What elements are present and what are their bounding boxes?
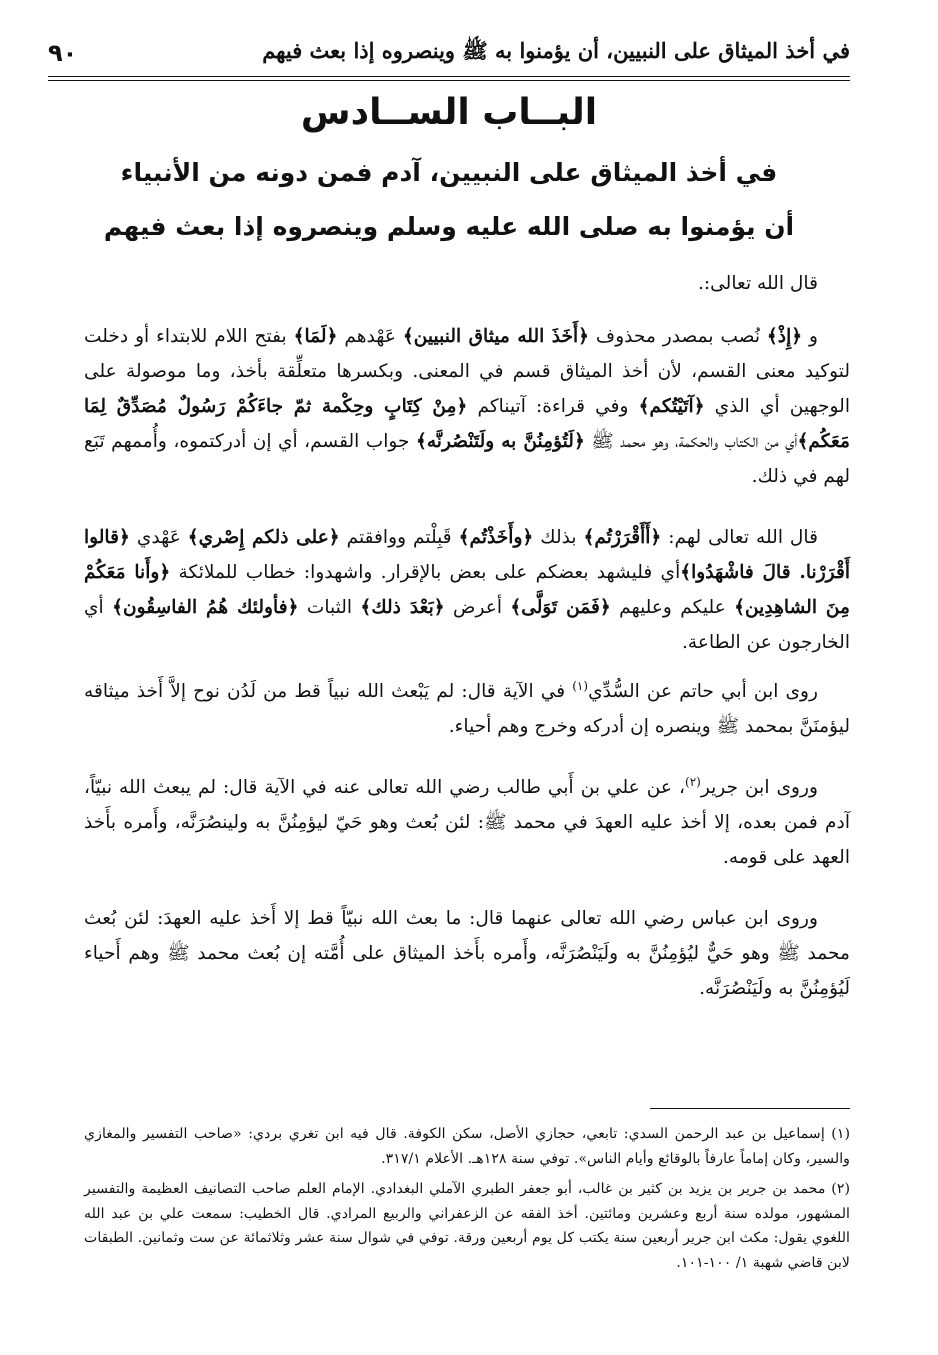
paragraph-1 xyxy=(84,319,850,494)
footnote-2: (٢) محمد بن جرير بن يزيد بن كثير بن غالب، أبو جعفر الطبري الآملي البغدادي. الإمام العلم صاحب التصانيف العظيمة والتفسير المشهور، مولده سنة أربع وعشرين ومائتين. أخذ الفقه عن الزعفراني والربيع المرادي. قال الخطيب: سمعت علي بن عبد الله اللغوي يقول: مكث ابن جرير أربعين سنة يكتب كل يوم أربعين ورقة. توفي في شوال سنة عشر وثلاثمائة عن ست وثمانين. الطبقات لابن قاضي شهبة ١/ ١٠٠-١٠١. xyxy=(84,1181,850,1271)
text-run: نُصب بمصدر محذوف xyxy=(589,326,767,347)
quran-quote: ﴿أَأَقْرَرْتُم﴾ xyxy=(583,527,662,548)
quran-quote: ﴿أَخَذَ الله ميثاق النبيين﴾ xyxy=(402,326,590,347)
header-rule-double xyxy=(48,80,850,81)
intro-line: قال الله تعالى:. xyxy=(698,273,818,294)
footnote-1: (١) إسماعيل بن عبد الرحمن السدي: تابعي، حجازي الأصل، سكن الكوفة. قال فيه ابن تغري بردي: «صاحب التفسير والمغازي والسير، وكان إماماً عارفاً بالوقائع وأيام الناس». توفي سنة ١٢٨هـ. الأعلام ٣١٧/١. xyxy=(84,1126,850,1167)
footnote-ref[interactable]: (٢) xyxy=(685,774,701,789)
quran-quote: ﴿لَتُؤمِنُنَّ به ولَتَنْصُرنَّه﴾ xyxy=(415,431,585,452)
header-rule xyxy=(48,76,850,77)
text-run: قَبِلْتم ووافقتم xyxy=(339,527,459,548)
text-run: الثبات xyxy=(298,597,361,618)
text-run: عليكم وعليهم xyxy=(610,597,735,618)
quran-quote: ﴿وأَنا مَعَكُمْ مِنَ الشاهِدِين﴾ xyxy=(84,562,851,618)
text-run: و xyxy=(802,326,818,347)
footnotes xyxy=(84,1122,850,1281)
footnote-ref[interactable]: (١) xyxy=(572,678,589,693)
quran-quote: ﴿آتَيْتُكم﴾ xyxy=(638,396,705,417)
text-run: أي فليشهد بعضكم على بعض بالإقرار. واشهدوا: خطاب للملائكة xyxy=(170,562,681,583)
quran-quote: ﴿قالوا أَقْرَرْنا. قالَ فاشْهَدُوا﴾ xyxy=(84,527,850,583)
quran-quote: ﴿مِنْ كِتَابٍ وحِكْمة ثمّ جاءَكُمْ رَسُولٌ مُصَدِّقٌ لِمَا مَعَكُم﴾ xyxy=(84,396,850,452)
text-run: أعرض xyxy=(444,597,511,618)
text-run: عَهْدهم xyxy=(337,326,403,347)
running-header xyxy=(48,30,850,76)
quran-quote: ﴿فَمَن تَوَلَّى﴾ xyxy=(510,597,611,618)
text-run: جواب القسم، أي إن أدركتموه، وأُممهم تَبَع لهم في ذلك. xyxy=(84,431,850,487)
footnote-separator xyxy=(650,1108,850,1109)
paragraph-3 xyxy=(84,674,850,744)
paragraph-2 xyxy=(84,520,850,660)
text-run: بفتح اللام للابتداء أو دخلت لتوكيد معنى القسم، لأن أخذ الميثاق قسم في المعنى. وبكسرها متعلِّقة بأخذ، وما موصولة على الوجهين أي الذي xyxy=(84,326,850,417)
quran-quote: ﴿على ذلكم إِصْري﴾ xyxy=(187,527,340,548)
quran-quote: ﴿فأولئك هُمُ الفاسِقُون﴾ xyxy=(112,597,299,618)
chapter-subtitle-line2: أن يؤمنوا به صلى الله عليه وسلم وينصروه إذا بعث فيهم xyxy=(103,212,795,241)
quran-quote: ﴿إِذْ﴾ xyxy=(766,326,803,347)
paragraph-4 xyxy=(84,770,850,875)
page-number: ٩٠ xyxy=(48,39,78,67)
quran-quote: ﴿بَعْدَ ذلك﴾ xyxy=(360,597,445,618)
quran-quote: ﴿لَمَا﴾ xyxy=(293,326,338,347)
text-run: روى ابن أبي حاتم عن السُّدِّي xyxy=(588,681,818,702)
chapter-subtitle-line1: في أخذ الميثاق على النبيين، آدم فمن دونه من الأنبياء xyxy=(120,158,778,187)
text-run: في الآية قال: لم يَبْعث الله نبياً قط من لَدُن نوح إلاَّ أَخذ ميثاقه ليؤمنَنَّ بمحمد ﷺ وينصره إن أدركه وخرج وهم أحياء. xyxy=(84,681,850,737)
paragraph-5: وروى ابن عباس رضي الله تعالى عنهما قال: ما بعث الله نبيّاً قط إلا أَخذ عليه العهدَ: لئن بُعث محمد ﷺ وهو حَيٌّ ليُؤمِنُنَّ به ولَيَنْصُرَنَّه، وأَمره بأَخذ الميثاق على أُمَّته إن بُعث محمد ﷺ وهم أَحياء لَيُؤمِنُنَّ به ولَيَنْصُرَنَّه. xyxy=(84,908,850,999)
text-run: أي الخارجون عن الطاعة. xyxy=(84,597,850,653)
text-run: بذلك xyxy=(533,527,584,548)
text-run: قال الله تعالى لهم: xyxy=(661,527,818,548)
quran-quote: ﴿وأَخَذْتُم﴾ xyxy=(458,527,534,548)
text-run: أي من الكتاب والحكمة، وهو محمد ﷺ xyxy=(584,431,798,452)
text-run: وفي قراءة: آتيناكم xyxy=(467,396,639,417)
text-run: وروى ابن جرير xyxy=(700,777,818,798)
text-run: عَهْدي xyxy=(129,527,188,548)
running-title: في أخذ الميثاق على النبيين، أن يؤمنوا به ﷺ وينصروه إذا بعث فيهم xyxy=(262,37,850,63)
chapter-title: البــاب الســادس xyxy=(300,92,598,133)
text-run: ، عن علي بن أَبي طالب رضي الله تعالى عنه في الآية قال: لم يبعث الله نبيّاً، آدم فمن بعده، إلا أخذ عليه العهدَ في محمد ﷺ: لئن بُعث وهو حَيّ ليؤمِنُنَّ به ولينصُرَنَّه، وأَمره بأَخذ العهد على قومه. xyxy=(84,777,850,868)
body-text xyxy=(84,266,850,1006)
